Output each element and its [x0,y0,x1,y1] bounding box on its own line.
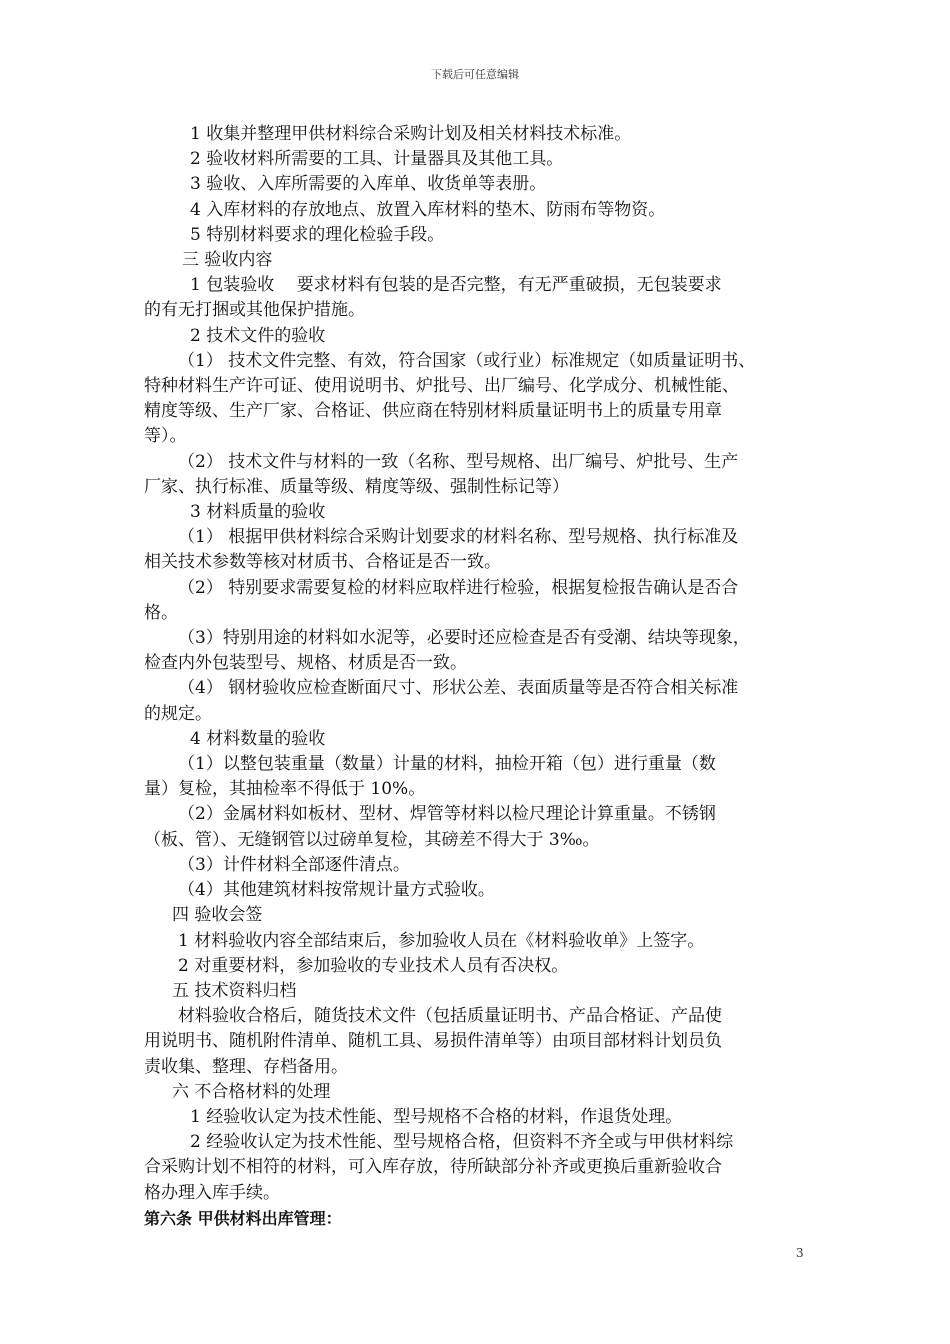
paragraph-line: 合采购计划不相符的材料，可入库存放，待所缺部分补齐或更换后重新验收合 [144,1157,722,1178]
paragraph-line: （3）计件材料全部逐件清点。 [178,854,410,875]
paragraph-line: 四 验收会签 [172,905,263,926]
paragraph-line: 2 验收材料所需要的工具、计量器具及其他工具。 [190,149,564,170]
paragraph-line: 精度等级、生产厂家、合格证、供应商在特别材料质量证明书上的质量专用章 [144,401,722,422]
paragraph-line: （1）以整包装重量（数量）计量的材料，抽检开箱（包）进行重量（数 [178,754,716,775]
page-number: 3 [796,1246,804,1260]
paragraph-line: 三 验收内容 [182,250,273,271]
paragraph-line: 1 收集并整理甲供材料综合采购计划及相关材料技术标准。 [190,124,632,144]
paragraph-line: （板、管）、无缝钢管以过磅单复检，其磅差不得大于 3‰。 [144,829,600,850]
paragraph-line: 检查内外包装型号、规格、材质是否一致。 [144,653,467,674]
paragraph-line: （2） 特别要求需要复检的材料应取样进行检验，根据复检报告确认是否合 [178,577,739,598]
paragraph-line: 3 验收、入库所需要的入库单、收货单等表册。 [190,174,547,195]
paragraph-line: 特种材料生产许可证、使用说明书、炉批号、出厂编号、化学成分、机械性能、 [144,376,739,397]
paragraph-line: 1 材料验收内容全部结束后，参加验收人员在《材料验收单》上签字。 [178,930,705,951]
paragraph-line: （4） 钢材验收应检查断面尺寸、形状公差、表面质量等是否符合相关标准 [178,678,739,699]
paragraph-line: 2 对重要材料，参加验收的专业技术人员有否决权。 [178,955,569,976]
paragraph-line: （4）其他建筑材料按常规计量方式验收。 [178,880,495,901]
paragraph-list [144,122,810,1206]
paragraph-line: （2）金属材料如板材、型材、焊管等材料以检尺理论计算重量。不锈钢 [178,804,716,825]
document-body [144,122,810,1231]
paragraph-line: 责收集、整理、存档备用。 [144,1056,348,1077]
paragraph-line: （1） 根据甲供材料综合采购计划要求的材料名称、型号规格、执行标准及 [178,527,739,548]
page-header: 下载后可任意编辑 [431,68,519,81]
paragraph-line: 2 经验收认定为技术性能、型号规格合格，但资料不齐全或与甲供材料综 [190,1132,734,1153]
paragraph-line: 1 经验收认定为技术性能、型号规格不合格的材料，作退货处理。 [190,1106,683,1127]
paragraph-line: 1 包装验收 要求材料有包装的是否完整，有无严重破损，无包装要求 [190,275,722,296]
paragraph-line: 用说明书、随机附件清单、随机工具、易损件清单等）由项目部材料计划员负 [144,1031,722,1052]
paragraph-line: 等）。 [144,426,187,447]
paragraph-line: 厂家、执行标准、质量等级、精度等级、强制性标记等） [144,476,569,497]
paragraph-line: （2） 技术文件与材料的一致（名称、型号规格、出厂编号、炉批号、生产 [178,451,739,472]
paragraph-line: （3）特别用途的材料如水泥等，必要时还应检查是否有受潮、结块等现象， [178,628,750,649]
section-heading: 第六条 甲供材料出库管理： [144,1208,342,1228]
paragraph-line: 5 特别材料要求的理化检验手段。 [190,224,445,245]
paragraph-line: 4 入库材料的存放地点、放置入库材料的垫木、防雨布等物资。 [190,199,666,220]
paragraph-line: 五 技术资料归档 [172,980,297,1001]
paragraph-line: （1） 技术文件完整、有效，符合国家（或行业）标准规定（如质量证明书、 [178,350,756,371]
paragraph-line: 2 技术文件的验收 [190,325,326,346]
paragraph-line: 的规定。 [144,703,212,724]
paragraph-line: 的有无打捆或其他保护措施。 [144,300,365,321]
paragraph-line: 量）复检，其抽检率不得低于 10%。 [144,779,426,800]
paragraph-line: 格办理入库手续。 [144,1182,280,1203]
paragraph-line: 相关技术参数等核对材质书、合格证是否一致。 [144,552,501,573]
paragraph-line: 4 材料数量的验收 [190,728,326,749]
paragraph-line: 六 不合格材料的处理 [172,1081,331,1102]
paragraph-line: 材料验收合格后，随货技术文件（包括质量证明书、产品合格证、产品使 [178,1006,722,1027]
paragraph-line: 3 材料质量的验收 [190,502,326,523]
paragraph-line: 格。 [144,602,178,623]
